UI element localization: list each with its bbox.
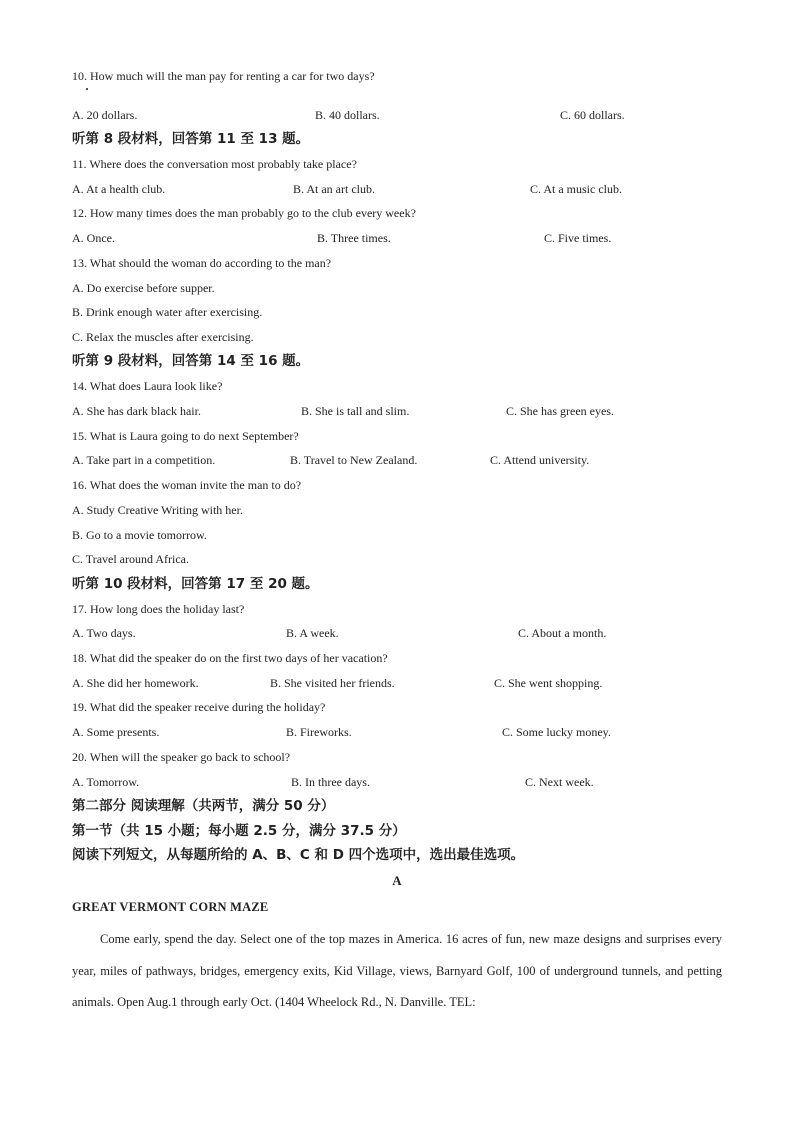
question-20-stem: 20. When will the speaker go back to school?: [72, 750, 291, 764]
q11-option-c: C. At a music club.: [530, 182, 622, 196]
q13-option-b: B. Drink enough water after exercising.: [72, 305, 263, 319]
q13-option-c: C. Relax the muscles after exercising.: [72, 330, 254, 344]
q11-option-b: B. At an art club.: [293, 182, 375, 196]
q14-option-b: B. She is tall and slim.: [301, 404, 410, 418]
question-18-stem: 18. What did the speaker do on the first two days of her vacation?: [72, 651, 388, 665]
q20-option-a: A. Tomorrow.: [72, 775, 140, 789]
q16-option-b: B. Go to a movie tomorrow.: [72, 528, 207, 542]
section-one-heading: 第一节（共 15 小题；每小题 2.5 分，满分 37.5 分）: [72, 823, 406, 839]
q18-option-c: C. She went shopping.: [494, 676, 603, 690]
q13-option-a: A. Do exercise before supper.: [72, 281, 215, 295]
q14-option-a: A. She has dark black hair.: [72, 404, 201, 418]
question-12-stem: 12. How many times does the man probably go to the club every week?: [72, 206, 416, 220]
part-two-heading: 第二部分 阅读理解（共两节，满分 50 分）: [72, 798, 335, 814]
q17-option-b: B. A week.: [286, 626, 339, 640]
passage-title: GREAT VERMONT CORN MAZE: [72, 900, 269, 914]
q19-option-b: B. Fireworks.: [286, 725, 352, 739]
q12-option-a: A. Once.: [72, 231, 115, 245]
question-15-stem: 15. What is Laura going to do next September?: [72, 429, 299, 443]
q18-option-a: A. She did her homework.: [72, 676, 199, 690]
q14-option-c: C. She has green eyes.: [506, 404, 614, 418]
section-9-heading: 听第 9 段材料，回答第 14 至 16 题。: [72, 353, 310, 369]
q15-option-b: B. Travel to New Zealand.: [290, 453, 418, 467]
question-19-stem: 19. What did the speaker receive during the holiday?: [72, 700, 326, 714]
q15-option-c: C. Attend university.: [490, 453, 590, 467]
q10-option-c: C. 60 dollars.: [560, 108, 625, 122]
section-10-heading: 听第 10 段材料，回答第 17 至 20 题。: [72, 576, 319, 592]
passage-paragraph: Come early, spend the day. Select one of the top mazes in America. 16 acres of fun, new maze designs and surprises every year, miles of pathways, bridges, emergency exits, Kid Village, views, Barnyard Golf, 100 of underground tunnels, and petting animals. Open Aug.1 through early Oct. (1404 Wheelock Rd., N. Danville. TEL:: [72, 932, 722, 1009]
stray-mark: [86, 88, 88, 90]
q10-option-b: B. 40 dollars.: [315, 108, 380, 122]
question-16-stem: 16. What does the woman invite the man to do?: [72, 478, 302, 492]
q12-option-b: B. Three times.: [317, 231, 391, 245]
passage-label: A: [392, 873, 402, 888]
q16-option-a: A. Study Creative Writing with her.: [72, 503, 243, 517]
q20-option-c: C. Next week.: [525, 775, 594, 789]
question-11-stem: 11. Where does the conversation most probably take place?: [72, 157, 357, 171]
reading-instruction: 阅读下列短文，从每题所给的 A、B、C 和 D 四个选项中，选出最佳选项。: [72, 847, 525, 863]
q11-option-a: A. At a health club.: [72, 182, 166, 196]
q10-option-a: A. 20 dollars.: [72, 108, 138, 122]
question-13-stem: 13. What should the woman do according to the man?: [72, 256, 332, 270]
q16-option-c: C. Travel around Africa.: [72, 552, 189, 566]
question-10-stem: 10. How much will the man pay for renting a car for two days?: [72, 69, 375, 83]
section-8-heading: 听第 8 段材料，回答第 11 至 13 题。: [72, 131, 310, 147]
q19-option-a: A. Some presents.: [72, 725, 160, 739]
q12-option-c: C. Five times.: [544, 231, 612, 245]
q15-option-a: A. Take part in a competition.: [72, 453, 216, 467]
question-17-stem: 17. How long does the holiday last?: [72, 602, 245, 616]
q18-option-b: B. She visited her friends.: [270, 676, 395, 690]
q20-option-b: B. In three days.: [291, 775, 370, 789]
question-14-stem: 14. What does Laura look like?: [72, 379, 223, 393]
q17-option-a: A. Two days.: [72, 626, 136, 640]
q17-option-c: C. About a month.: [518, 626, 607, 640]
q19-option-c: C. Some lucky money.: [502, 725, 611, 739]
